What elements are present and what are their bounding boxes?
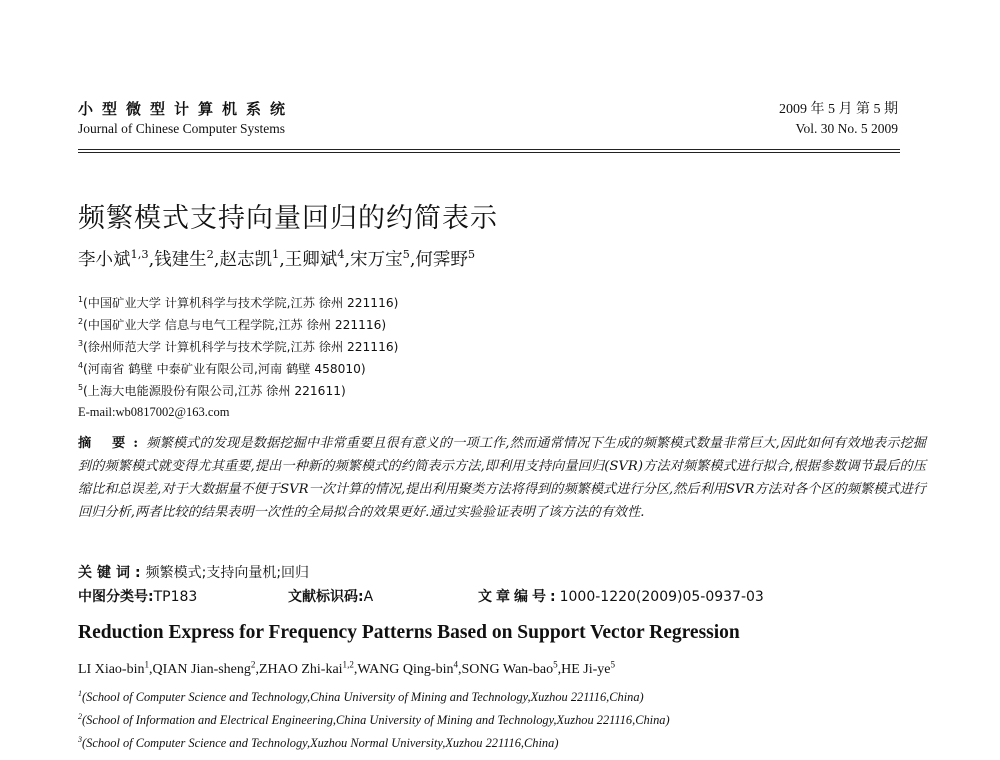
author-en: QIAN Jian-sheng$^2$ bbox=[152, 659, 256, 677]
journal-name-en: Journal of Chinese Computer Systems bbox=[78, 121, 285, 136]
affiliation-cn: $^4$(河南省 鹤壁 中泰矿业有限公司,河南 鹤壁 458010) bbox=[78, 360, 366, 376]
keywords-text: 频繁模式;支持向量机;回归 bbox=[145, 565, 310, 581]
author-en: LI Xiao-bin$^1$ bbox=[78, 659, 150, 677]
author-en: WANG Qing-bin$^4$ bbox=[357, 659, 459, 677]
author-cn: 李小斌$^{1,3}$ bbox=[78, 247, 149, 270]
affiliation-en: $^3$(School of Computer Science and Technology,Xuzhou Normal University,Xuzhou 221116,China) bbox=[78, 734, 559, 750]
issue-volume-en: Vol. 30 No. 5 2009 bbox=[795, 121, 898, 136]
article-number: 文章编号:1000-1220(2009)05-0937-03 bbox=[478, 589, 764, 605]
issue-date-cn: 2009 年 5 月 第 5 期 bbox=[779, 102, 898, 117]
author-list-en: LI Xiao-bin$^1$,QIAN Jian-sheng$^2$,ZHAO Zhi-kai$^{1,2}$,WANG Qing-bin$^4$,SONG Wan-bao$^5$,HE $Ji-ye^5$ bbox=[78, 659, 616, 677]
affiliation-en: $^1$(School of Computer Science and Technology,China University of Mining and Technology,Xuzhou 221116,China) bbox=[78, 688, 644, 704]
author-cn: 宋万宝$^5$ bbox=[350, 247, 410, 270]
author-en: HE $Ji-ye^5$ bbox=[561, 659, 616, 677]
abstract-cn bbox=[78, 432, 926, 524]
paper-title-cn: 频繁模式支持向量回归的约简表示 bbox=[78, 203, 498, 234]
author-list-cn: 李小斌$^{1,3}$,钱建生$^2$,赵志凯$^1$,王卿斌$^4$,宋万宝$^5$,何霁野$^5$ bbox=[78, 247, 476, 270]
author-en: SONG Wan-bao$^5$ bbox=[461, 659, 558, 677]
abstract-label: 摘 要: bbox=[78, 436, 147, 451]
affiliation-cn: $^5$(上海大电能源股份有限公司,江苏 徐州 221611) bbox=[78, 382, 346, 398]
author-en: ZHAO Zhi-kai$^{1,2}$ bbox=[258, 659, 354, 677]
contact-email: E-mail:wb0817002@163.com bbox=[78, 405, 230, 419]
affiliation-cn: $^3$(徐州师范大学 计算机科学与技术学院,江苏 徐州 221116) bbox=[78, 338, 399, 354]
paper-title-en: Reduction Express for Frequency Patterns Based on Support Vector Regression bbox=[78, 622, 740, 643]
author-cn: 何霁野$^5$ bbox=[415, 247, 476, 270]
header-rule-top bbox=[78, 149, 900, 150]
abstract-text: 频繁模式的发现是数据挖掘中非常重要且很有意义的一项工作,然而通常情况下生成的频繁模式数量非常巨大,因此如何有效地表示挖掘到的频繁模式就变得尤其重要,提出一种新的频繁模式的约简表示方法,即利用支持向量回归(SVR)方法对频繁模式进行拟合,根据参数调节最后的压缩比和总误差,对于大数据量不便于SVR一次计算的情况,提出利用聚类方法将得到的频繁模式进行分区,然后利用SVR方法对各个区的频繁模式进行回归分析,两者比较的结果表明一次性的全局拟合的效果更好.通过实验验证表明了该方法的有效性. bbox=[78, 436, 926, 520]
author-cn: 赵志凯$^1$ bbox=[219, 247, 280, 270]
document-code: 文献标识码:A bbox=[288, 589, 374, 605]
author-cn: 钱建生$^2$ bbox=[154, 247, 214, 270]
author-cn: 王卿斌$^4$ bbox=[284, 247, 345, 270]
keywords-label: 关键词: bbox=[78, 565, 146, 581]
affiliation-cn: $^2$(中国矿业大学 信息与电气工程学院,江苏 徐州 221116) bbox=[78, 316, 387, 332]
affiliation-en: $^2$(School of Information and Electrical Engineering,China University of Mining and Technology,Xuzhou 221116,China) bbox=[78, 711, 670, 727]
journal-name-cn: 小型微型计算机系统 bbox=[78, 100, 295, 118]
clc-number: 中图分类号:TP183 bbox=[78, 589, 198, 605]
affiliation-cn: $^1$(中国矿业大学 计算机科学与技术学院,江苏 徐州 221116) bbox=[78, 294, 399, 310]
header-rule-bottom bbox=[78, 152, 900, 153]
keywords-cn bbox=[78, 562, 309, 582]
